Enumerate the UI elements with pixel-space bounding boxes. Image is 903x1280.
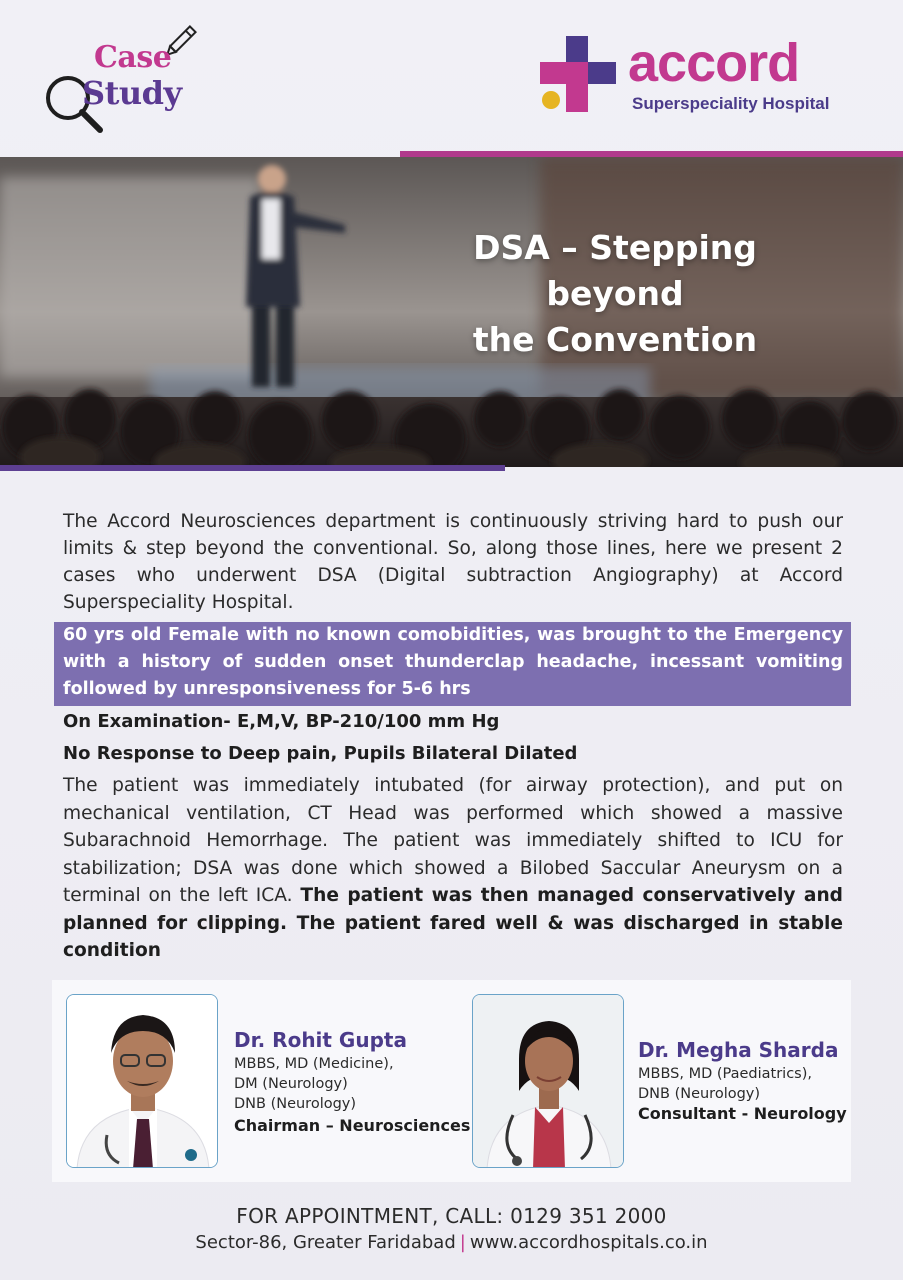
hero-title-line1: DSA – Stepping beyond — [473, 228, 757, 313]
brand-subtitle: Superspeciality Hospital — [632, 94, 830, 113]
hero-bottom-accent-bar — [0, 465, 505, 471]
website-link[interactable]: www.accordhospitals.co.in — [469, 1232, 708, 1253]
qual-line: DNB (Neurology) — [234, 1096, 357, 1112]
accord-plus-icon — [540, 36, 618, 114]
qual-line: MBBS, MD (Medicine), — [234, 1056, 394, 1072]
hero-title-line2: the Convention — [472, 320, 758, 359]
doctor-photo-megha-sharda — [472, 994, 624, 1168]
case-study-logo — [42, 22, 202, 130]
appointment-line: FOR APPOINTMENT, CALL: 0129 351 2000 — [236, 1204, 667, 1228]
doctor-qualifications-rohit — [234, 1054, 394, 1114]
hero-title — [405, 225, 825, 363]
doctors-panel — [52, 980, 851, 1182]
examination-line: On Examination- E,M,V, BP-210/100 mm Hg — [63, 711, 500, 732]
address-text: Sector-86, Greater Faridabad — [195, 1232, 456, 1253]
qual-line: DNB (Neurology) — [638, 1086, 761, 1102]
study-s-letter: S — [82, 74, 105, 112]
case-word: Case — [94, 40, 172, 75]
response-line: No Response to Deep pain, Pupils Bilateral Dilated — [63, 743, 578, 764]
study-rest: tudy — [104, 74, 182, 112]
case-details-paragraph — [63, 772, 843, 965]
accord-logo — [540, 33, 860, 116]
qual-line: MBBS, MD (Paediatrics), — [638, 1066, 812, 1082]
address-line — [0, 1232, 903, 1253]
brand-name: accord — [628, 33, 800, 93]
separator: | — [459, 1232, 466, 1253]
hero-banner — [0, 157, 903, 467]
doctor-name-rohit-gupta: Dr. Rohit Gupta — [234, 1028, 407, 1052]
doctor-photo-rohit-gupta — [66, 994, 218, 1168]
details-regular: The patient was immediately intubated (for airway protection), and put on mechanical ventilation, CT Head was performed which showed a massive Subarachnoid Hemorrhage. The patient was immediately shifted to ICU for stabilization; DSA was done which showed a Bilobed Saccular Aneurysm on a terminal on the left ICA. — [63, 775, 843, 906]
doctor-portrait-megha — [473, 995, 624, 1168]
study-word — [82, 74, 182, 112]
intro-paragraph: The Accord Neurosciences department is continuously striving hard to push our limits & step beyond the conventional. So, along those lines, here we present 2 cases who underwent DSA (Digital subtraction Angiography) at Accord Superspeciality Hospital. — [63, 511, 843, 613]
doctor-role-rohit: Chairman – Neurosciences — [234, 1116, 471, 1135]
intro-section — [63, 508, 843, 616]
doctor-portrait-rohit — [67, 995, 218, 1168]
qual-line: DM (Neurology) — [234, 1076, 348, 1092]
doctor-role-megha: Consultant - Neurology — [638, 1104, 847, 1123]
details-bold: The patient was then managed conservatively and planned for clipping. The patient fared well & was discharged in stable condition — [63, 885, 843, 961]
doctor-qualifications-megha — [638, 1064, 812, 1104]
doctor-name-megha-sharda: Dr. Megha Sharda — [638, 1038, 839, 1062]
case-highlight-text: 60 yrs old Female with no known comobidities, was brought to the Emergency with a history of sudden onset thunderclap headache, incessant vomiting followed by unresponsiveness for 5-6 hrs — [63, 625, 843, 699]
